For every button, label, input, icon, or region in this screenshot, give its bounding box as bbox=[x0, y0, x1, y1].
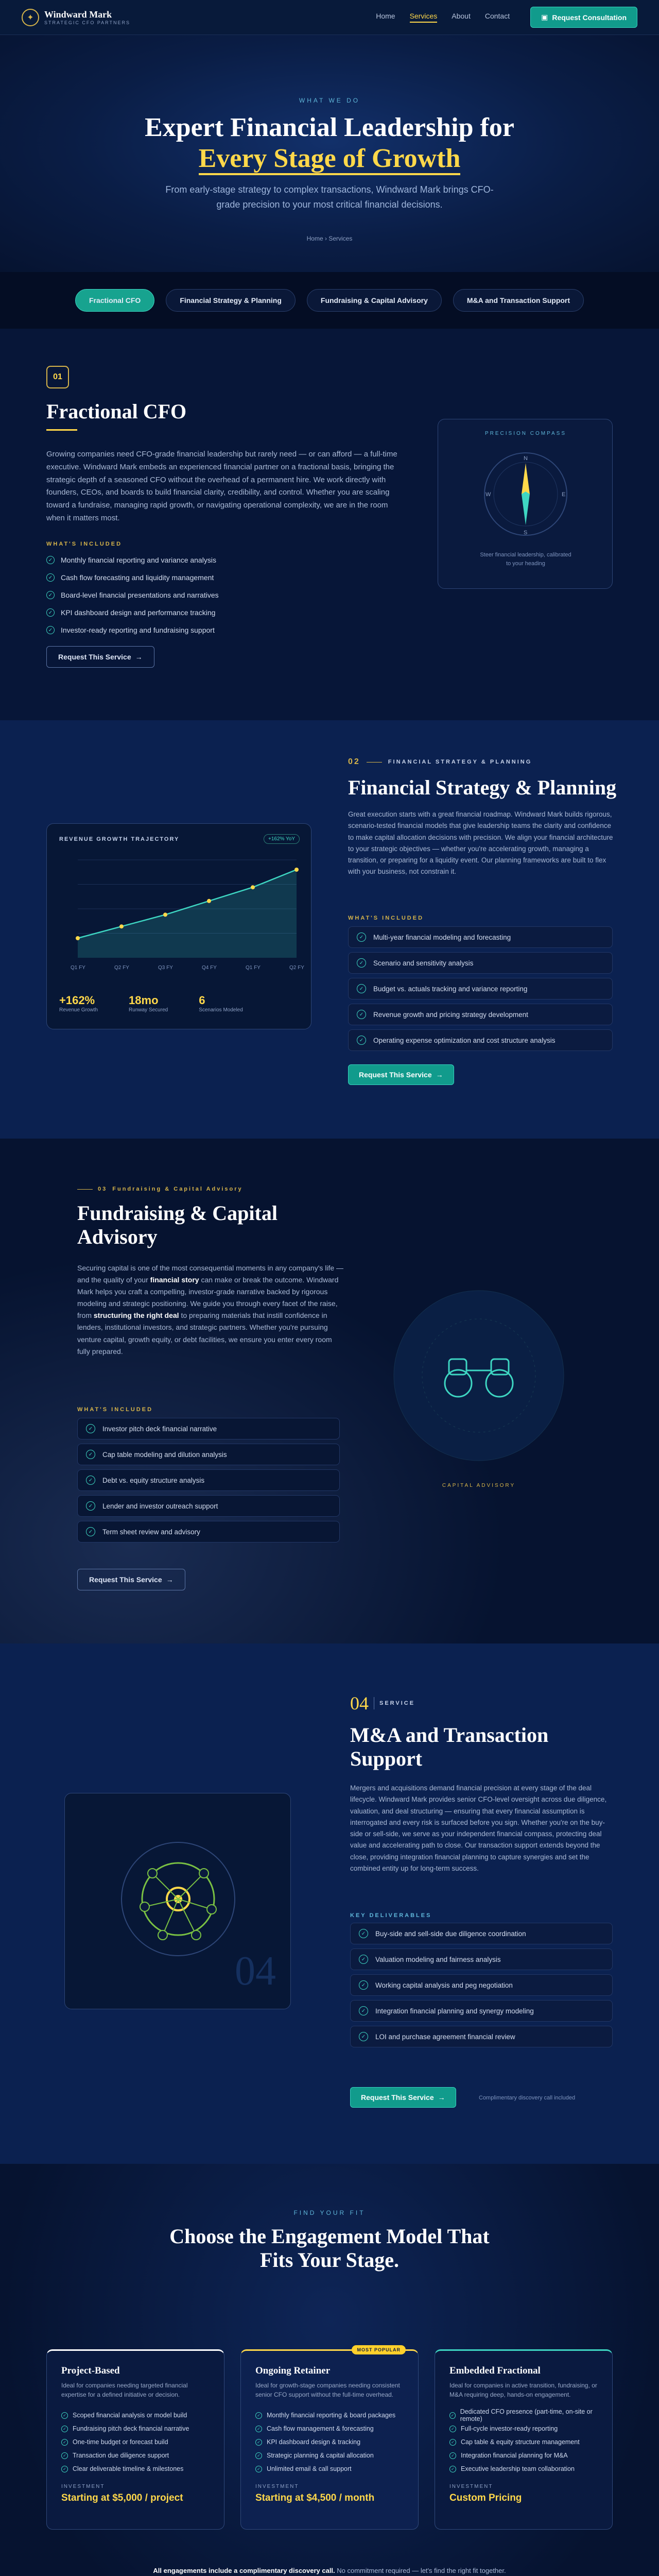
plan-desc: Ideal for companies needing targeted financial expertise for a defined initiative or decision. bbox=[61, 2382, 188, 2398]
x-tick-label: Q2 FY bbox=[114, 965, 129, 971]
check-icon: ✓ bbox=[86, 1527, 95, 1536]
stat: +162% Revenue Growth bbox=[59, 994, 98, 1013]
top-nav bbox=[0, 0, 659, 35]
check-icon: ✓ bbox=[449, 2412, 456, 2419]
plan-item: ✓ Cap table & equity structure management bbox=[449, 2435, 598, 2449]
plan-item: ✓ Strategic planning & capital allocation bbox=[255, 2449, 404, 2462]
plan-price-label: INVESTMENT bbox=[61, 2484, 105, 2489]
x-tick-label: Q1 FY bbox=[71, 965, 85, 971]
included-heading: WHAT'S INCLUDED bbox=[348, 915, 424, 921]
section-number: 01 bbox=[46, 366, 69, 388]
network-icon bbox=[114, 1835, 242, 1963]
hero-title: Expert Financial Leadership for Every Stage of Growth bbox=[0, 112, 659, 174]
plan-price: Starting at $4,500 / month bbox=[255, 2493, 375, 2503]
compass-icon bbox=[479, 448, 572, 540]
compass-card bbox=[438, 419, 613, 589]
arrow-right-icon: → bbox=[135, 653, 143, 661]
section-body: Great execution starts with a great financial roadmap. Windward Mark builds rigorous, scenario-tested financial models that give leadership teams the clarity and confidence to make capital allocation decisions with precision. We align your financial architecture to your strategic objectives — whether you're accelerating growth, managing a transition, or preparing for a liquidity event. Our planning frameworks are built to flex with your business, not constrain it. bbox=[348, 810, 613, 876]
check-icon: ✓ bbox=[46, 573, 55, 582]
chart-title: REVENUE GROWTH TRAJECTORY bbox=[59, 836, 180, 842]
request-service-button[interactable]: Request This Service → bbox=[77, 1569, 185, 1590]
compass-s-label: S bbox=[524, 530, 528, 536]
list-item: ✓ Budget vs. actuals tracking and variance reporting bbox=[348, 978, 613, 999]
plan-name: Project-Based bbox=[61, 2365, 120, 2376]
list-item: ✓ Cap table modeling and dilution analysis bbox=[77, 1444, 340, 1465]
check-icon: ✓ bbox=[61, 2439, 68, 2446]
list-item: ✓ Investor-ready reporting and fundraising support bbox=[46, 621, 219, 639]
chart-badge: +162% YoY bbox=[264, 834, 300, 844]
section-title: M&A and Transaction Support bbox=[350, 1723, 549, 1770]
list-item: ✓ Valuation modeling and fairness analysis bbox=[350, 1948, 613, 1970]
compass-card-caption: Steer financial leadership, calibrated to your heading bbox=[480, 552, 571, 567]
list-item: ✓ Board-level financial presentations and narratives bbox=[46, 586, 219, 604]
section-kicker: 03 Fundraising & Capital Advisory bbox=[77, 1186, 243, 1192]
plan-name: Embedded Fractional bbox=[449, 2365, 541, 2376]
data-point bbox=[207, 899, 211, 903]
brand-logo[interactable] bbox=[22, 9, 130, 26]
ma-section bbox=[0, 1643, 659, 2164]
list-item: ✓ Debt vs. equity structure analysis bbox=[77, 1469, 340, 1491]
engagement-section bbox=[0, 2164, 659, 2576]
binoculars-icon bbox=[391, 1288, 566, 1463]
plan-item: ✓ Cash flow management & forecasting bbox=[255, 2422, 404, 2435]
stat: 6 Scenarios Modeled bbox=[199, 994, 243, 1013]
list-item: ✓ Lender and investor outreach support bbox=[77, 1495, 340, 1517]
request-service-button[interactable]: Request This Service → bbox=[350, 2087, 456, 2108]
request-service-button[interactable]: Request This Service → bbox=[46, 646, 154, 668]
decorative-number: 04 bbox=[235, 1948, 276, 1994]
plan-price-label: INVESTMENT bbox=[255, 2484, 299, 2489]
request-service-button[interactable]: Request This Service → bbox=[348, 1064, 454, 1085]
section-body: Mergers and acquisitions demand financial precision at every stage of the deal lifecycle. Windward Mark provides senior CFO-level oversight across due diligence, valuation, and deal structuring — ensuring that every financial assumption is interrogated and every risk is surfaced before you sign. Whether you're on the buy-side or sell-side, we serve as your independent financial compass, protecting deal value and accelerating path to close. Our transaction support extends beyond the close, providing integration financial planning to capture synergies and set the combined entity up for long-term success. bbox=[350, 1784, 607, 1872]
section-title: Fundraising & Capital Advisory bbox=[77, 1201, 278, 1248]
data-point bbox=[294, 868, 299, 872]
section-title: Fractional CFO bbox=[46, 400, 187, 423]
list-item: ✓ Scenario and sensitivity analysis bbox=[348, 952, 613, 974]
brand-tagline: STRATEGIC CFO PARTNERS bbox=[44, 20, 131, 25]
plan-item: ✓ Monthly financial reporting & board packages bbox=[255, 2409, 404, 2422]
request-consultation-button[interactable]: ▣ Request Consultation bbox=[530, 7, 637, 28]
included-heading: WHAT'S INCLUDED bbox=[46, 541, 123, 547]
hero-title-highlight: Every Stage of Growth bbox=[199, 144, 461, 175]
x-tick-label: Q2 FY bbox=[289, 965, 304, 971]
check-icon: ✓ bbox=[255, 2452, 262, 2459]
check-icon: ✓ bbox=[86, 1424, 95, 1433]
check-icon: ✓ bbox=[61, 2412, 68, 2419]
tab-fundraising[interactable]: Fundraising & Capital Advisory bbox=[307, 289, 442, 312]
plan-item: ✓ Unlimited email & call support bbox=[255, 2462, 404, 2476]
check-icon: ✓ bbox=[255, 2412, 262, 2419]
list-item: ✓ Operating expense optimization and cost structure analysis bbox=[348, 1029, 613, 1051]
nav-link-services[interactable]: Services bbox=[410, 12, 438, 23]
check-icon: ✓ bbox=[61, 2452, 68, 2459]
check-icon: ✓ bbox=[61, 2466, 68, 2472]
section-title: Financial Strategy & Planning bbox=[348, 776, 617, 799]
tab-fractional-cfo[interactable]: Fractional CFO bbox=[75, 289, 154, 312]
check-icon: ✓ bbox=[359, 2006, 368, 2015]
breadcrumb-current: Services bbox=[328, 235, 353, 242]
list-item: ✓ Integration financial planning and synergy modeling bbox=[350, 2000, 613, 2022]
nav-link-contact[interactable]: Contact bbox=[484, 12, 510, 20]
x-tick-label: Q4 FY bbox=[202, 965, 217, 971]
data-point bbox=[76, 936, 80, 940]
check-icon: ✓ bbox=[357, 958, 366, 968]
chart-stats bbox=[59, 994, 243, 1013]
kicker-line bbox=[77, 1189, 93, 1190]
plan-project[interactable] bbox=[46, 2349, 224, 2530]
most-popular-badge: MOST POPULAR bbox=[352, 2345, 406, 2354]
list-item: ✓ Revenue growth and pricing strategy development bbox=[348, 1004, 613, 1025]
check-icon: ✓ bbox=[449, 2426, 456, 2432]
stat: 18mo Runway Secured bbox=[129, 994, 168, 1013]
revenue-chart-card bbox=[46, 823, 311, 1029]
plan-item: ✓ Transaction due diligence support bbox=[61, 2449, 210, 2462]
x-tick-label: Q1 FY bbox=[246, 965, 261, 971]
plan-retainer[interactable] bbox=[240, 2349, 419, 2530]
nav-link-about[interactable]: About bbox=[452, 12, 471, 20]
data-point bbox=[119, 924, 124, 928]
section-body: Growing companies need CFO-grade financial leadership but rarely need — or can afford — a full-time executive. Windward Mark embeds an experienced financial partner on a fractional basis, bringing the strategic depth of a seasoned CFO without the overhead of a permanent hire. We work directly with founders, CEOs, and boards to build financial clarity, credibility, and control. Whether you are scaling toward a fundraise, managing rapid growth, or navigating operational complexity, we are in the room when it matters most. bbox=[46, 450, 397, 522]
plan-price: Custom Pricing bbox=[449, 2493, 522, 2503]
check-icon: ✓ bbox=[359, 1929, 368, 1938]
check-icon: ✓ bbox=[86, 1476, 95, 1485]
check-icon: ✓ bbox=[86, 1501, 95, 1511]
brand-name: Windward Mark bbox=[44, 9, 112, 20]
check-icon: ✓ bbox=[359, 1980, 368, 1990]
check-icon: ✓ bbox=[255, 2466, 262, 2472]
plan-item: ✓ KPI dashboard design & tracking bbox=[255, 2435, 404, 2449]
check-icon: ✓ bbox=[357, 984, 366, 993]
check-icon: ✓ bbox=[357, 1036, 366, 1045]
included-heading: WHAT'S INCLUDED bbox=[77, 1406, 153, 1413]
engage-note: All engagements include a complimentary discovery call. No commitment required — let's find the right fit together. bbox=[153, 2567, 506, 2574]
tab-financial-strategy[interactable]: Financial Strategy & Planning bbox=[166, 289, 296, 312]
nav-link-home[interactable]: Home bbox=[376, 12, 395, 20]
list-item: ✓ Investor pitch deck financial narrative bbox=[77, 1418, 340, 1439]
hero-kicker: WHAT WE DO bbox=[299, 97, 360, 104]
check-icon: ✓ bbox=[61, 2426, 68, 2432]
included-list bbox=[77, 1418, 340, 1547]
deliverables-list bbox=[350, 1923, 613, 2052]
nav-links bbox=[376, 12, 510, 23]
breadcrumb: Home › Services bbox=[306, 235, 353, 242]
plan-item: ✓ Clear deliverable timeline & milestones bbox=[61, 2462, 210, 2476]
compass-w-label: W bbox=[485, 492, 491, 498]
plan-item: ✓ Dedicated CFO presence (part-time, on-site or remote) bbox=[449, 2409, 598, 2422]
plan-item: ✓ Scoped financial analysis or model build bbox=[61, 2409, 210, 2422]
list-item: ✓ Monthly financial reporting and variance analysis bbox=[46, 551, 219, 569]
check-icon: ✓ bbox=[46, 591, 55, 599]
compass-n-label: N bbox=[524, 455, 528, 462]
financial-strategy-section bbox=[0, 720, 659, 1139]
section-kicker: 04 SERVICE bbox=[350, 1693, 415, 1714]
plan-price-label: INVESTMENT bbox=[449, 2484, 493, 2489]
list-item: ✓ Working capital analysis and peg negotiation bbox=[350, 1974, 613, 1996]
plan-desc: Ideal for companies in active transition, fundraising, or M&A requiring deep, hands-on engagement. bbox=[449, 2382, 597, 2398]
title-underline bbox=[46, 429, 77, 431]
fractional-cfo-section bbox=[0, 329, 659, 720]
arrow-right-icon: → bbox=[438, 2093, 445, 2102]
section-kicker: 02 FINANCIAL STRATEGY & PLANNING bbox=[348, 757, 532, 766]
hero-section bbox=[0, 35, 659, 272]
check-icon: ✓ bbox=[46, 608, 55, 617]
breadcrumb-home[interactable]: Home bbox=[306, 235, 323, 242]
check-icon: ✓ bbox=[449, 2466, 456, 2472]
service-tabs bbox=[0, 272, 659, 329]
section-body: Securing capital is one of the most consequential moments in any company's life — and the quality of your financial story can make or break the outcome. Windward Mark helps you craft a compelling, investor-grade narrative backed by rigorous modeling and strategic positioning. We guide you through every facet of the raise, from structuring the right deal to preparing materials that instill confidence in lenders, institutional investors, and strategic partners. Whether you're pursuing venture capital, growth equity, or debt facilities, we ensure you enter every room fully prepared. bbox=[77, 1264, 344, 1355]
engage-kicker: FIND YOUR FIT bbox=[293, 2209, 366, 2216]
list-item: ✓ Cash flow forecasting and liquidity management bbox=[46, 569, 219, 586]
list-item: ✓ Buy-side and sell-side due diligence coordination bbox=[350, 1923, 613, 1944]
check-icon: ✓ bbox=[449, 2452, 456, 2459]
hero-subtitle: From early-stage strategy to complex transactions, Windward Mark brings CFO-grade precision to your most critical financial decisions. bbox=[165, 184, 494, 210]
list-item: ✓ LOI and purchase agreement financial review bbox=[350, 2026, 613, 2047]
check-icon: ✓ bbox=[359, 2032, 368, 2041]
check-icon: ✓ bbox=[86, 1450, 95, 1459]
fundraising-section bbox=[0, 1139, 659, 1643]
check-icon: ✓ bbox=[359, 1955, 368, 1964]
data-point bbox=[163, 912, 167, 917]
arrow-right-icon: → bbox=[166, 1575, 174, 1584]
data-point bbox=[251, 885, 255, 889]
plan-name: Ongoing Retainer bbox=[255, 2365, 331, 2376]
calendar-icon: ▣ bbox=[541, 13, 548, 21]
compass-card-title: PRECISION COMPASS bbox=[484, 431, 567, 436]
compass-logo-icon: ✦ bbox=[22, 9, 39, 26]
network-card bbox=[64, 1793, 291, 2009]
included-list bbox=[46, 551, 219, 639]
check-icon: ✓ bbox=[46, 556, 55, 564]
x-tick-label: Q3 FY bbox=[158, 965, 173, 971]
plan-item: ✓ Full-cycle investor-ready reporting bbox=[449, 2422, 598, 2435]
plan-item: ✓ Executive leadership team collaboration bbox=[449, 2462, 598, 2476]
plan-price: Starting at $5,000 / project bbox=[61, 2493, 183, 2503]
plan-item: ✓ Integration financial planning for M&A bbox=[449, 2449, 598, 2462]
revenue-area-chart bbox=[57, 855, 302, 973]
capital-advisory-label: CAPITAL ADVISORY bbox=[442, 1483, 516, 1488]
plan-embedded[interactable] bbox=[435, 2349, 613, 2530]
list-item: ✓ Term sheet review and advisory bbox=[77, 1521, 340, 1543]
plan-item: ✓ One-time budget or forecast build bbox=[61, 2435, 210, 2449]
plan-item: ✓ Fundraising pitch deck financial narrative bbox=[61, 2422, 210, 2435]
check-icon: ✓ bbox=[255, 2426, 262, 2432]
compass-e-label: E bbox=[562, 492, 566, 498]
plan-desc: Ideal for growth-stage companies needing consistent senior CFO support without the full-time overhead. bbox=[255, 2382, 400, 2398]
discovery-note: Complimentary discovery call included bbox=[479, 2095, 576, 2101]
check-icon: ✓ bbox=[46, 626, 55, 634]
check-icon: ✓ bbox=[357, 933, 366, 942]
deliverables-heading: KEY DELIVERABLES bbox=[350, 1912, 432, 1919]
engage-title: Choose the Engagement Model That Fits Your Stage. bbox=[169, 2225, 490, 2272]
arrow-right-icon: → bbox=[436, 1071, 443, 1079]
list-item: ✓ Multi-year financial modeling and forecasting bbox=[348, 926, 613, 948]
tab-ma-support[interactable]: M&A and Transaction Support bbox=[453, 289, 584, 312]
included-list bbox=[348, 926, 613, 1055]
list-item: ✓ KPI dashboard design and performance tracking bbox=[46, 604, 219, 621]
check-icon: ✓ bbox=[357, 1010, 366, 1019]
check-icon: ✓ bbox=[449, 2439, 456, 2446]
check-icon: ✓ bbox=[255, 2439, 262, 2446]
